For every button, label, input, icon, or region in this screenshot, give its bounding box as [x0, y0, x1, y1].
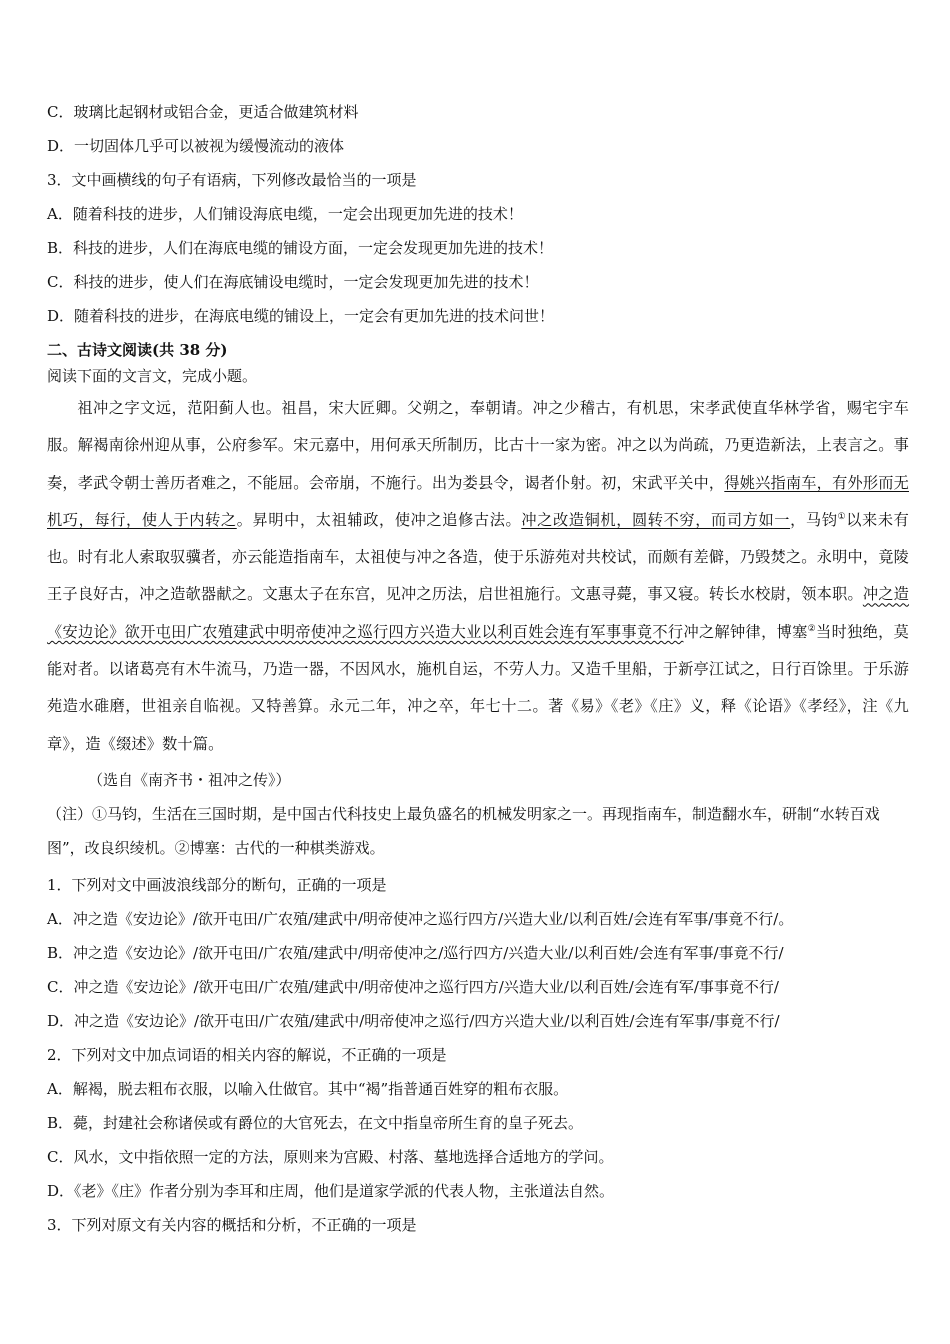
question-2-option-c: C．风水，文中指依照一定的方法，原则来为宫殿、村落、墓地选择合适地方的学问。	[47, 1148, 614, 1166]
footnote-mark-1: ①	[837, 511, 847, 522]
question-1-option-a: A．冲之造《安边论》/欲开屯田/广农殖/建武中/明帝使冲之巡行四方/兴造大业/以利百姓/会连有军事/事竟不行/。	[47, 910, 794, 928]
passage-text-5: 冲之解钟律，博塞	[683, 622, 808, 641]
prev-option-d: D．一切固体几乎可以被视为缓慢流动的液体	[47, 137, 345, 155]
underlined-sentence-2: 冲之改造铜机，圆转不穷，而司方如一	[521, 510, 791, 529]
question-1-option-c: C．冲之造《安边论》/欲开屯田/广农殖/建武中/明帝使冲之巡行四方/兴造大业/以利百姓/会连有军/事事竟不行/	[47, 978, 779, 996]
question-3-prev-stem: 3．文中画横线的句子有语病，下列修改最恰当的一项是	[47, 171, 417, 189]
passage-text-4: 以来未有也。时有北人索取驭骥者，亦云能造指南车，太祖使与冲之各造，使于乐游苑对共校试，而颇有差僻，乃毁焚之。永明中，竟陵王子良好古，冲之造欹器献之。文惠太子在东宫，见冲之历法，启世祖施行。文惠寻薨，事又寝。转长水校尉，领本职。	[47, 510, 910, 604]
prev-option-c: C．玻璃比起钢材或铝合金，更适合做建筑材料	[47, 103, 359, 121]
question-2-option-a: A．解褐，脱去粗布衣服，以喻入仕做官。其中“褐”指普通百姓穿的粗布衣服。	[47, 1080, 569, 1098]
question-1-stem: 1．下列对文中画波浪线部分的断句，正确的一项是	[47, 876, 387, 894]
passage-source: （选自《南齐书・祖冲之传》）	[88, 771, 291, 789]
passage-text-1: 祖冲之字文远，范阳蓟人也。祖昌，宋大匠卿。父朔之，奉朝请。冲之少稽古，有机思，宋孝武使直华林学省，赐宅宇车服。解褐南徐州迎从事，公府参军。宋元嘉中，用何承天所制历，比古十一家为密。冲之以为尚疏，乃更造新法，上表言之。事奏，孝武令朝士善历者难之，不能屈。会帝崩，不施行。出为娄县令，谒者仆射。初，宋武平关中，	[47, 399, 909, 492]
question-2-option-d: D．《老》《庄》作者分别为李耳和庄周，他们是道家学派的代表人物，主张道法自然。	[47, 1182, 615, 1200]
question-3-prev-option-d: D．随着科技的进步，在海底电缆的铺设上，一定会有更加先进的技术问世！	[47, 307, 555, 325]
question-3-prev-option-b: B．科技的进步，人们在海底电缆的铺设方面，一定会发现更加先进的技术！	[47, 239, 554, 257]
question-1-option-b: B．冲之造《安边论》/欲开屯田/广农殖/建武中/明帝使冲之/巡行四方/兴造大业/以利百姓/会连有军事/事竟不行/	[47, 944, 784, 962]
passage-text-6: 当时独绝，莫能对者。以诸葛亮有木牛流马，乃造一器，不因风水，施机自运，不劳人力。又造千里船，于新亭江试之，日行百馀里。于乐游苑造水碓磨，世祖亲自临视。又特善算。永元二年，冲之卒，年七十二。著《易》《老》《庄》义，释《论语》《孝经》，注《九章》，造《缀述》数十篇。	[47, 622, 909, 753]
footnote-mark-2: ②	[807, 623, 817, 634]
question-3-prev-option-c: C．科技的进步，使人们在海底铺设电缆时，一定会发现更加先进的技术！	[47, 273, 539, 291]
question-2-stem: 2．下列对文中加点词语的相关内容的解说，不正确的一项是	[47, 1046, 447, 1064]
wavy-underlined-passage: 冲之造《安边论》欲开屯田广农殖建武中明帝使冲之巡行四方兴造大业以利百姓会连有军事事竟不行	[47, 585, 910, 641]
passage-text-2: 。昇明中，太祖辅政，使冲之追修古法。	[236, 510, 522, 529]
classical-passage	[47, 390, 909, 763]
question-2-option-b: B．薨，封建社会称诸侯或有爵位的大官死去，在文中指皇帝所生育的皇子死去。	[47, 1114, 584, 1132]
question-3-prev-option-a: A．随着科技的进步，人们铺设海底电缆，一定会出现更加先进的技术！	[47, 205, 523, 223]
question-3-stem: 3．下列对原文有关内容的概括和分析，不正确的一项是	[47, 1216, 417, 1234]
underlined-sentence-1: 得姚兴指南车，有外形而无机巧，每行，使人于内转之	[47, 473, 909, 529]
footnotes: （注）①马钧，生活在三国时期，是中国古代科技史上最负盛名的机械发明家之一。再现指南车，制造翻水车，研制“水转百戏图”，改良织绫机。②博塞：古代的一种棋类游戏。	[47, 805, 880, 857]
question-1-option-d: D．冲之造《安边论》/欲开屯田/广农殖/建武中/明帝使冲之巡行/四方兴造大业/以利百姓/会连有军事/事竟不行/	[47, 1012, 780, 1030]
section-instruction: 阅读下面的文言文，完成小题。	[47, 367, 258, 385]
section-heading: 二、古诗文阅读(共 38 分)	[47, 341, 228, 359]
passage-text-3: ，马钧	[790, 510, 838, 529]
